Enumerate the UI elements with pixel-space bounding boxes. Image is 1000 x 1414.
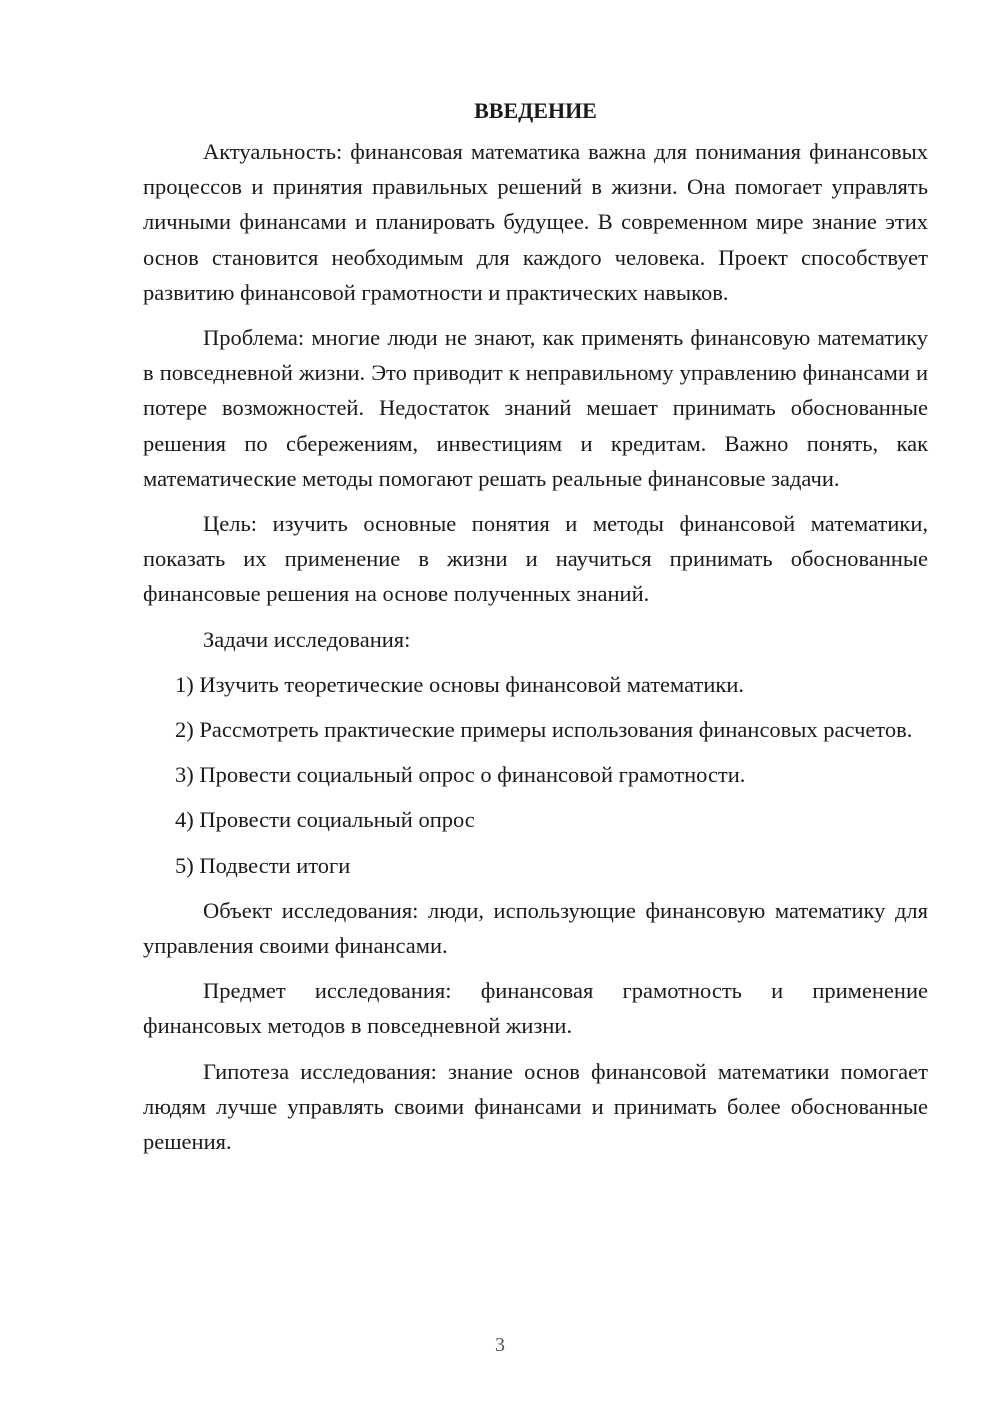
task-item-4: 4) Провести социальный опрос <box>175 807 475 833</box>
tasks-heading: Задачи исследования: <box>203 626 411 652</box>
hypothesis-paragraph: Гипотеза исследования: знание основ финансовой математики помогает людям лучше управлять своими финансами и принимать более обоснованные решения. <box>143 1058 928 1155</box>
task-item-5: 5) Подвести итоги <box>175 852 351 878</box>
goal-paragraph: Цель: изучить основные понятия и методы финансовой математики, показать их применение в жизни и научиться принимать обоснованные финансовые решения на основе полученных знаний. <box>143 511 928 607</box>
subject-paragraph: Предмет исследования: финансовая грамотность и применение финансовых методов в повседневной жизни. <box>143 978 928 1039</box>
page-number: 3 <box>495 1334 505 1356</box>
task-item-3: 3) Провести социальный опрос о финансовой грамотности. <box>175 762 746 788</box>
task-item-2: 2) Рассмотреть практические примеры использования финансовых расчетов. <box>175 717 913 743</box>
document-page <box>143 96 928 1169</box>
page-title: ВВЕДЕНИЕ <box>474 98 597 123</box>
problem-paragraph: Проблема: многие люди не знают, как применять финансовую математику в повседневной жизни. Это приводит к неправильному управлению финансами и потере возможностей. Недостаток знаний мешает принимать обоснованные решения по сбережениям, инвестициям и кредитам. Важно понять, как математические методы помогают решать реальные финансовые задачи. <box>143 325 928 491</box>
object-paragraph: Объект исследования: люди, использующие финансовую математику для управления своими финансами. <box>143 897 928 959</box>
task-item-1: 1) Изучить теоретические основы финансовой математики. <box>175 671 745 697</box>
relevance-paragraph: Актуальность: финансовая математика важна для понимания финансовых процессов и принятия правильных решений в жизни. Она помогает управлять личными финансами и планировать будущее. В современном мире знание этих основ становится необходимым для каждого человека. Проект способствует развитию финансовой грамотности и практических навыков. <box>143 139 928 305</box>
